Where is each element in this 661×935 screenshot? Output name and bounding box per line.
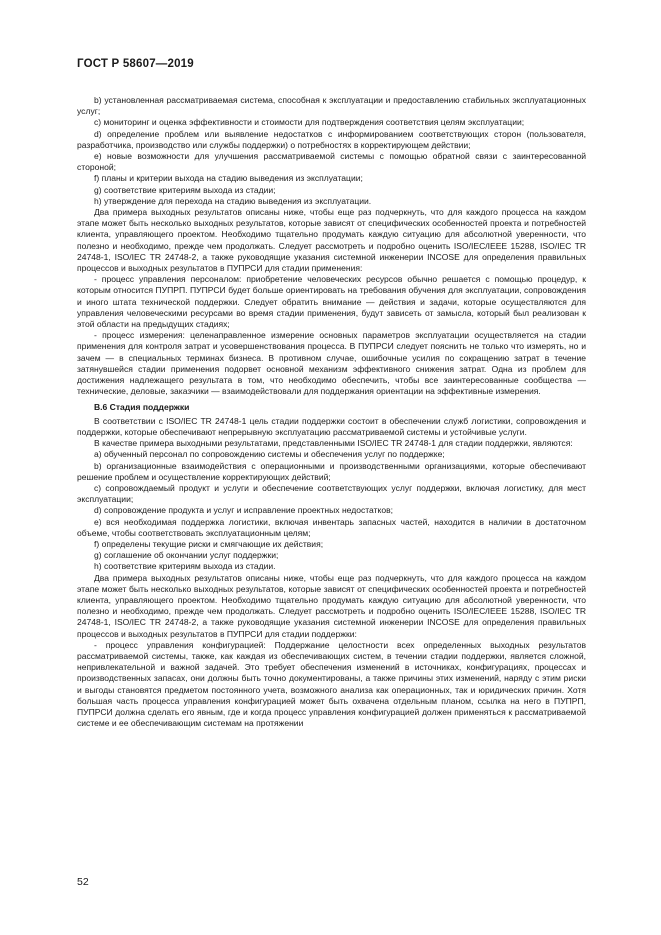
list-item: e) вся необходимая поддержка логистики, включая инвентарь запасных частей, находится в наличии в достаточном объеме, чтобы соответствовать эксплуатационным целям; (77, 516, 586, 538)
list-item: f) планы и критерии выхода на стадию выведения из эксплуатации; (94, 173, 363, 184)
list-item: c) сопровождаемый продукт и услуги и обеспечение соответствующих услуг поддержки, включая логистику, для мест эксплуатации; (77, 482, 586, 505)
list-item: e) новые возможности для улучшения рассматриваемой системы с помощью обратной связи с заинтересованной стороной; (77, 151, 586, 173)
paragraph: Два примера выходных результатов описаны ниже, чтобы еще раз подчеркнуть, что для каждого процесса на каждом этапе может быть несколько выходных результатов, которые зависят от специфических особенностей проекта и потребностей клиента, управляющего проектом. Необходимо тщательно продумать каждую ситуацию для абсолютной уверенности, что полезно и необходимо, прежде чем продолжать. Следует рассмотреть и подробно оценить ISO/IEC/IEEE 15288, ISO/IEC TR 24748-1, ISO/IEC TR 24748-2, а также руководящие указания системной инженерии INCOSE для определения правильных процессов и выходных результатов в ПУПРСИ для стадии применения: (77, 207, 586, 274)
list-item: h) утверждение для перехода на стадию выведения из эксплуатации. (94, 195, 372, 206)
paragraph: В качестве примера выходными результатами, представленными ISO/IEC TR 24748-1 для стадии поддержки, являются: (94, 438, 573, 449)
section-heading: B.6 Стадия поддержки (94, 402, 190, 413)
paragraph: Два примера выходных результатов описаны ниже, чтобы еще раз подчеркнуть, что для каждого процесса на каждом этапе может быть несколько выходных результатов, которые зависят от специфических особенностей проекта и потребностей клиента, управляющего проектом. Необходимо тщательно продумать каждую ситуацию для абсолютной уверенности, что полезно и необходимо, прежде чем продолжать. Следует рассмотреть и подробно оценить ISO/IEC/IEEE 15288, ISO/IEC TR 24748-1, ISO/IEC TR 24748-2, а также руководящие указания системной инженерии INCOSE для определения правильных процессов и выходных результатов в ПУПРСИ для стадии поддержки: (77, 572, 586, 639)
list-item: d) сопровождение продукта и услуг и исправление проектных недостатков; (94, 505, 394, 516)
paragraph: - процесс управления конфигурацией: Поддержание целостности всех определенных выходных результатов рассматриваемой системы, также, как каждая из обеспечивающих систем, в течении стадии поддержки, является сложной, непривлекательной и важной задачей. Это требует обеспечения изменений в источниках, конфигурациях, процессах и производственных запасах, они должны быть точно документированы, а также причины этих изменений, наряду с этим риски и выгоды становятся предметом постоянного учета, возможного анализа как операционных, так и юридических причин. Хотя большая часть процесса управления конфигурацией может быть охвачена отдельным планом, ссылка на него в ПУПРП, ПУПРСИ должна сделать его явным, где и когда процесс управления конфигурацией должен применяться к рассматриваемой системе и ее обеспечивающим системам на протяжении (77, 639, 586, 729)
list-item: c) мониторинг и оценка эффективности и стоимости для подтверждения соответствия целям эксплуатации; (94, 117, 525, 128)
list-item: f) определены текущие риски и смягчающие их действия; (94, 538, 324, 549)
document-body (77, 95, 586, 729)
list-item: b) установленная рассматриваемая система, способная к эксплуатации и предоставлению стабильных эксплуатационных услуг; (77, 95, 586, 117)
page-number: 52 (77, 876, 89, 888)
list-item: b) организационные взаимодействия с операционными и производственными организациями, которые обеспечивают решение проблем и осуществление корректирующих действий; (77, 460, 586, 482)
document-header: ГОСТ Р 58607—2019 (77, 58, 194, 70)
paragraph: - процесс измерения: целенаправленное измерение основных параметров эксплуатации осуществляется на стадии применения для контроля затрат и усовершенствования процесса. В ПУПРСИ следует пояснить не только что измерять, но и зачем — в специальных терминах бизнеса. В противном случае, ошибочные усилия по сокращению затрат в течение затянувшейся стадии применения подорвет основной механизм эффективного снижения затрат. Одна из проблем для достижения надлежащего результата в том, что необходимо обеспечить, чтобы все заинтересованные сообщества —технические, деловые, заказчики — взаимодействовали для поддержания ориентации на эффективные измерения. (77, 330, 586, 397)
list-item: g) соглашение об окончании услуг поддержки; (94, 550, 279, 561)
list-item: h) соответствие критериям выхода из стадии. (94, 561, 276, 572)
list-item: a) обученный персонал по сопровождению системы и обеспечения услуг по поддержке; (94, 449, 445, 460)
list-item: g) соответствие критериям выхода из стадии; (94, 184, 276, 195)
list-item: d) определение проблем или выявление недостатков с информированием соответствующих сторон (пользователя, разработчика, производство или службы поддержки) о потребностях в корректирующем действии; (77, 128, 586, 150)
paragraph: В соответствии с ISO/IEC TR 24748-1 цель стадии поддержки состоит в обеспечении служб логистики, сопровождения и поддержки, которые обеспечивают непрерывную эксплуатацию рассматриваемой системы и устойчивые услуги. (77, 415, 586, 437)
paragraph: - процесс управления персоналом: приобретение человеческих ресурсов обычно решается с помощью процедур, к которым относится ПУПРП. ПУПРСИ будет больше ориентировать на требования обучения для эксплуатации, сопровождения и иного штата технической поддержки. Следует обратить внимание — действия и задачи, которые осуществляются для управления человеческими ресурсами во время стадии применения, будут зависеть от замысла, который был реализован к этой области на предыдущих стадиях; (77, 274, 586, 330)
